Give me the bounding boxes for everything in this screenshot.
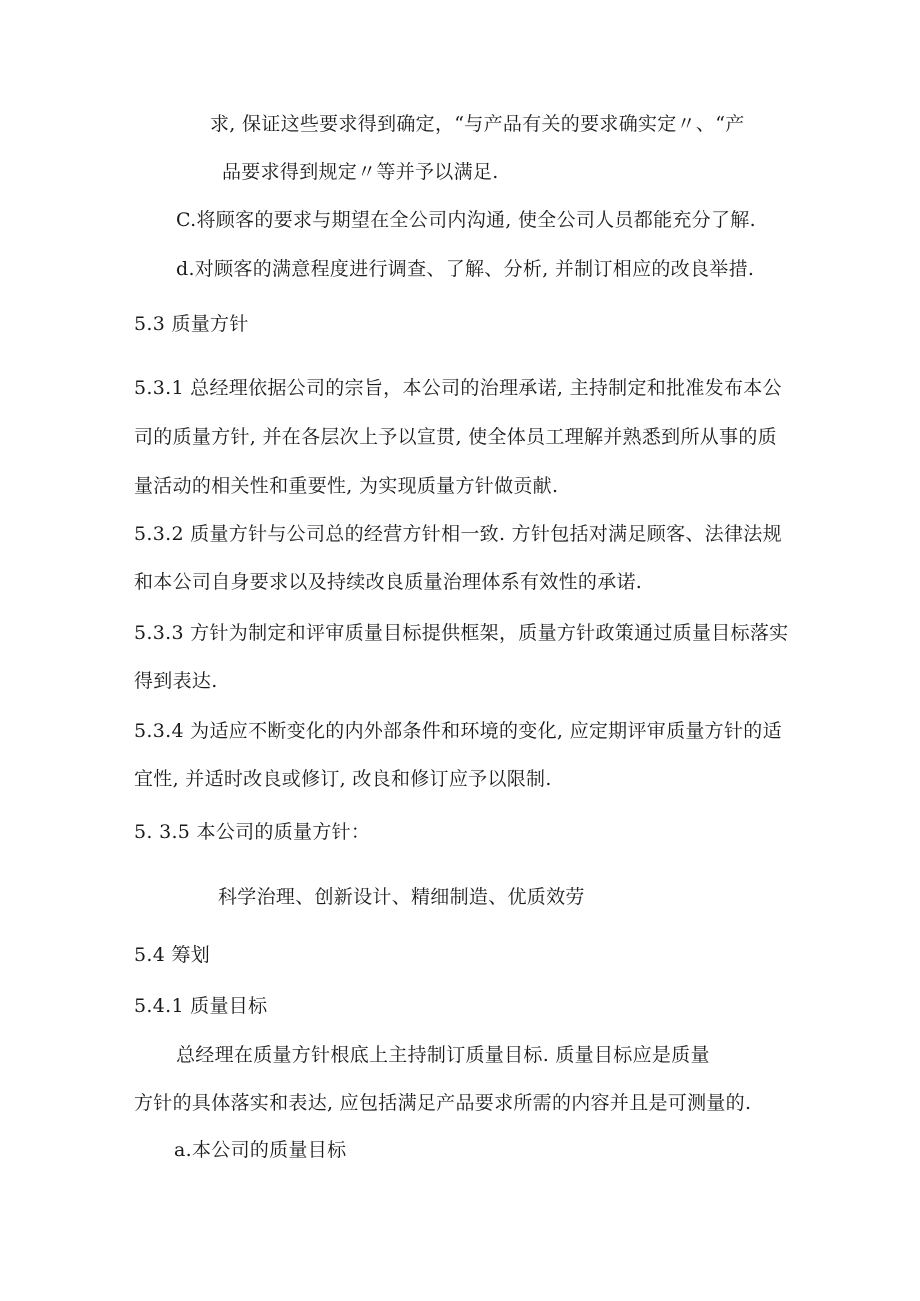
paragraph-5-3-2-line-2: 和本公司自身要求以及持续改良质量治理体系有效性的承诺. <box>134 571 643 593</box>
sub-heading-5-4-1: 5.4.1 质量目标 <box>134 995 268 1017</box>
list-item-c: C.将顾客的要求与期望在全公司内沟通, 使全公司人员都能充分了解. <box>176 209 756 231</box>
paragraph-5-3-5: 5. 3.5 本公司的质量方针： <box>134 821 371 843</box>
continuation-line-2: 品要求得到规定〃等并予以满足. <box>222 161 499 183</box>
list-item-a: a.本公司的质量目标 <box>174 1139 347 1161</box>
continuation-line-1: 求, 保证这些要求得到确定，“与产品有关的要求确实定〃、“产 <box>210 113 745 135</box>
quality-policy-statement: 科学治理、创新设计、精细制造、优质效劳 <box>218 886 585 908</box>
paragraph-5-3-1-line-2: 司的质量方针, 并在各层次上予以宣贯, 使全体员工理解并熟悉到所从事的质 <box>134 426 777 448</box>
paragraph-5-3-3-line-2: 得到表达. <box>134 670 218 692</box>
paragraph-5-4-1-line-1: 总经理在质量方针根底上主持制订质量目标. 质量目标应是质量 <box>176 1044 710 1066</box>
list-item-d: d.对顾客的满意程度进行调查、了解、分析, 并制订相应的改良举措. <box>176 258 755 280</box>
section-heading-5-4: 5.4 筹划 <box>134 944 211 966</box>
paragraph-5-4-1-line-2: 方针的具体落实和表达, 应包括满足产品要求所需的内容并且是可测量的. <box>134 1092 752 1114</box>
paragraph-5-3-3-line-1: 5.3.3 方针为制定和评审质量目标提供框架，质量方针政策通过质量目标落实 <box>134 622 789 644</box>
paragraph-5-3-2-line-1: 5.3.2 质量方针与公司总的经营方针相一致. 方针包括对满足顾客、法律法规 <box>134 523 782 545</box>
paragraph-5-3-4-line-1: 5.3.4 为适应不断变化的内外部条件和环境的变化, 应定期评审质量方针的适 <box>134 720 782 742</box>
paragraph-5-3-1-line-1: 5.3.1 总经理依据公司的宗旨，本公司的治理承诺, 主持制定和批准发布本公 <box>134 377 782 399</box>
paragraph-5-3-4-line-2: 宜性, 并适时改良或修订, 改良和修订应予以限制. <box>134 768 552 790</box>
section-heading-5-3: 5.3 质量方针 <box>134 313 249 335</box>
paragraph-5-3-1-line-3: 量活动的相关性和重要性, 为实现质量方针做贡献. <box>134 475 559 497</box>
